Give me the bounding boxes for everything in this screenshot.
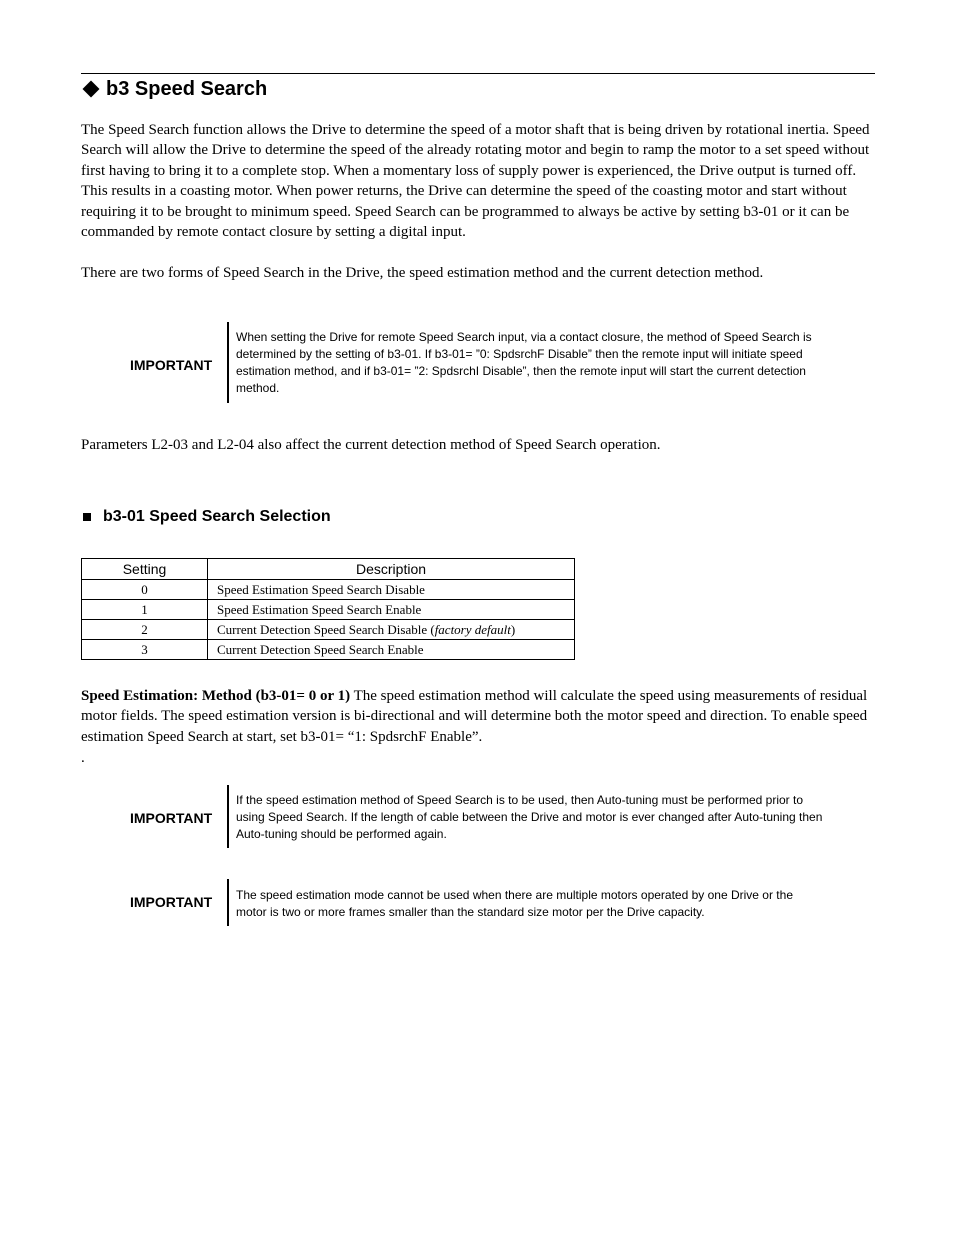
square-bullet-icon xyxy=(83,513,91,521)
stray-period: . xyxy=(81,750,85,766)
intro-paragraph: The Speed Search function allows the Drive to determine the speed of a motor shaft that is being driven by rotational inertia. Speed Search will allow the Drive to determine the speed of the already rotating motor and begin to ramp the motor to a set speed without first having to bring it to a complete stop. When a momentary loss of supply power is experienced, the Drive output is turned off. This results in a coasting motor. When power returns, the Drive can determine the speed of the coasting motor and start without requiring it to be brought to minimum speed. Speed Search can be programmed to always be active by setting b3-01 or it can be commanded by remote contact closure by setting a digital input. xyxy=(81,122,870,241)
important-label: IMPORTANT xyxy=(130,357,213,373)
important-text: The speed estimation mode cannot be used when there are multiple motors operated by one Drive or the motor is two or more frames smaller than the standard size motor per the Drive capacity. xyxy=(236,888,793,919)
note-divider xyxy=(227,879,229,926)
forms-paragraph: There are two forms of Speed Search in the Drive, the speed estimation method and the current detection method. xyxy=(81,265,764,281)
estimation-lead: Speed Estimation: Method (b3-01= 0 or 1) xyxy=(81,688,351,704)
table-row xyxy=(82,640,575,660)
subsection-heading xyxy=(81,507,331,527)
section-title: b3 Speed Search xyxy=(106,78,268,100)
estimation-text: The speed estimation method will calculate the speed using measurements of residual motor fields. The speed estimation version is bi-directional and will determine both the motor speed and direction. To enable speed estimation Speed Search at start, set b3-01= “1: SpdsrchF Enable”. xyxy=(81,688,868,745)
header-description: Description xyxy=(208,559,575,580)
note-divider xyxy=(227,785,229,848)
settings-table xyxy=(81,558,575,660)
section-heading xyxy=(81,77,267,101)
description-cell xyxy=(208,620,575,640)
closing-paren: ) xyxy=(510,621,516,637)
parameters-paragraph: Parameters L2-03 and L2-04 also affect the current detection method of Speed Search operation. xyxy=(81,437,661,453)
table-row xyxy=(82,620,575,640)
important-text: If the speed estimation method of Speed Search is to be used, then Auto-tuning must be performed prior to using Speed Search. If the length of cable between the Drive and motor is ever changed after Auto-tuning then Auto-tuning should be performed again. xyxy=(236,793,823,841)
diamond-bullet-icon xyxy=(83,81,100,98)
estimation-paragraph xyxy=(81,686,875,747)
table-row xyxy=(82,580,575,600)
important-label: IMPORTANT xyxy=(130,810,213,826)
note-divider xyxy=(227,322,229,403)
description-cell: Speed Estimation Speed Search Enable xyxy=(208,600,575,620)
setting-cell: 1 xyxy=(82,600,208,620)
top-rule xyxy=(81,73,875,74)
description-cell: Current Detection Speed Search Enable xyxy=(208,640,575,660)
table-row xyxy=(82,600,575,620)
setting-cell: 3 xyxy=(82,640,208,660)
setting-cell: 0 xyxy=(82,580,208,600)
description-text: Current Detection Speed Search Disable ( xyxy=(217,621,435,637)
table-header-row xyxy=(82,559,575,580)
subsection-title: b3-01 Speed Search Selection xyxy=(103,508,331,525)
important-text: When setting the Drive for remote Speed Search input, via a contact closure, the method of Speed Search is determined by the setting of b3-01. If b3-01= ”0: SpdsrchF Disable” then the remote input will initiate speed estimation method, and if b3-01= ”2: SpdsrchI Disable”, then the remote input will start the current detection method. xyxy=(236,330,812,395)
factory-default-note: factory default xyxy=(434,621,511,637)
important-label: IMPORTANT xyxy=(130,894,213,910)
description-cell: Speed Estimation Speed Search Disable xyxy=(208,580,575,600)
setting-cell: 2 xyxy=(82,620,208,640)
header-setting: Setting xyxy=(82,559,208,580)
